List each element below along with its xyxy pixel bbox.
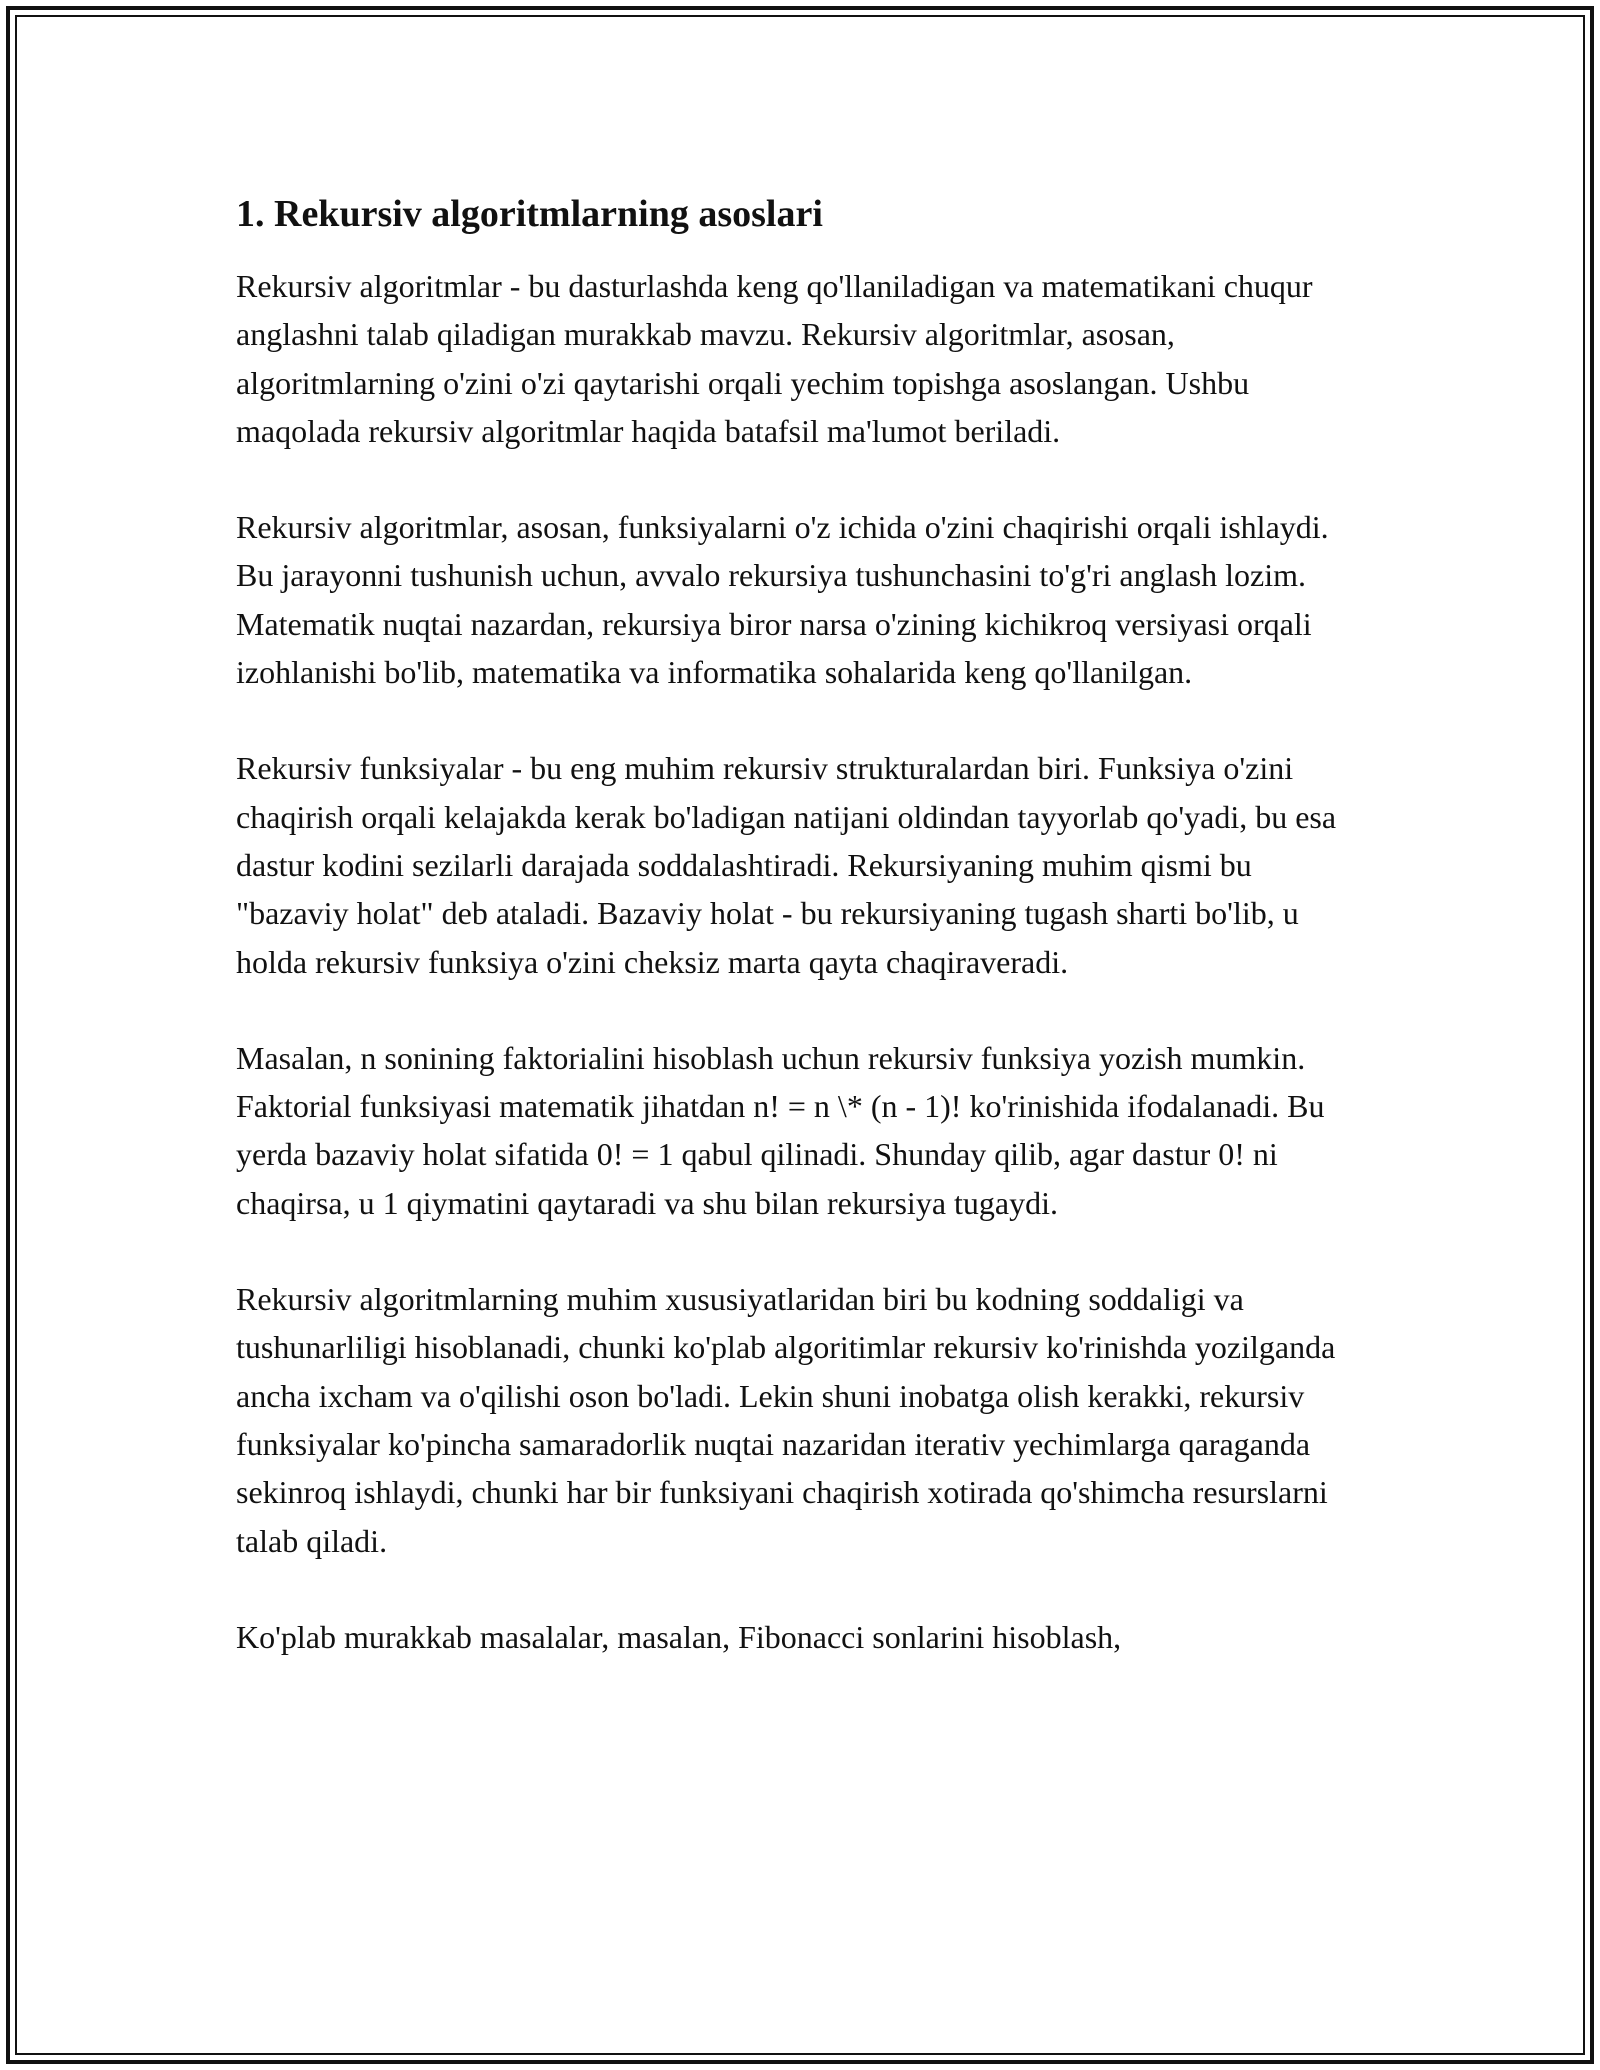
paragraph-4: Masalan, n sonining faktorialini hisoblash uchun rekursiv funksiya yozish mumkin. Faktorial funksiyasi matematik jihatdan n! = n \* (n - 1)! ko'rinishida ifodalanadi. Bu yerda bazaviy holat sifatida 0! = 1 qabul qilinadi. Shunday qilib, agar dastur 0! ni chaqirsa, u 1 qiymatini qaytaradi va shu bilan rekursiya tugaydi. (236, 1039, 1325, 1221)
paragraph-1: Rekursiv algoritmlar - bu dasturlashda keng qo'llaniladigan va matematikani chuqur anglashni talab qiladigan murakkab mavzu. Rekursiv algoritmlar, asosan, algoritmlarning o'zini o'zi qaytarishi orqali yechim topishga asoslangan. Ushbu maqolada rekursiv algoritmlar haqida batafsil ma'lumot beriladi. (236, 268, 1313, 449)
page-title: 1. Rekursiv algoritmlarning asoslari (236, 193, 823, 235)
paragraph-3: Rekursiv funksiyalar - bu eng muhim rekursiv strukturalardan biri. Funksiya o'zini chaqirish orqali kelajakda kerak bo'ladigan natijani oldindan tayyorlab qo'yadi, bu esa dastur kodini sezilarli darajada soddalashtiradi. Rekursiyaning muhim qismi bu "bazaviy holat" deb ataladi. Bazaviy holat - bu rekursiyaning tugash sharti bo'lib, u holda rekursiv funksiya o'zini cheksiz marta qayta chaqiraveradi. (236, 750, 1337, 980)
paragraph-2: Rekursiv algoritmlar, asosan, funksiyalarni o'z ichida o'zini chaqirishi orqali ishlaydi. Bu jarayonni tushunish uchun, avvalo rekursiya tushunchasini to'g'ri anglash lozim. Matematik nuqtai nazardan, rekursiya biror narsa o'zining kichikroq versiyasi orqali izohlanishi bo'lib, matematika va informatika sohalarida keng qo'llanilgan. (236, 509, 1329, 691)
paragraph-5: Rekursiv algoritmlarning muhim xususiyatlaridan biri bu kodning soddaligi va tushunarliligi hisoblanadi, chunki ko'plab algoritimlar rekursiv ko'rinishda yozilganda ancha ixcham va o'qilishi oson bo'ladi. Lekin shuni inobatga olish kerakki, rekursiv funksiyalar ko'pincha samaradorlik nuqtai nazaridan iterativ yechimlarga qaraganda sekinroq ishlaydi, chunki har bir funksiyani chaqirish xotirada qo'shimcha resurslarni talab qiladi. (236, 1281, 1336, 1559)
paragraph-6: Ko'plab murakkab masalalar, masalan, Fibonacci sonlarini hisoblash, (236, 1618, 1122, 1655)
document-body (236, 188, 1371, 1709)
